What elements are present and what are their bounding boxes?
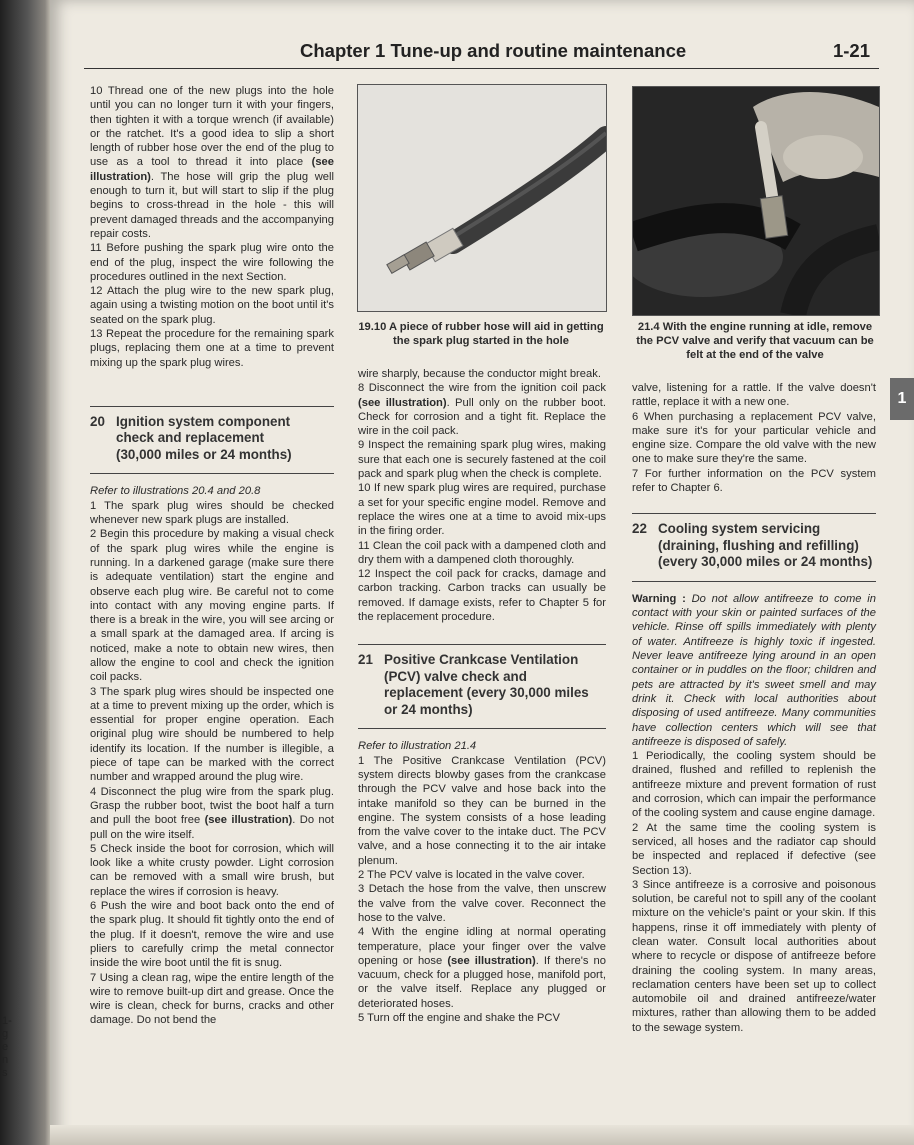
paragraph-21-5-cont: valve, listening for a rattle. If the valve doesn't rattle, replace it with a new one. <box>632 382 876 409</box>
section-rule <box>632 581 876 582</box>
paragraph-19-10: 10 Thread one of the new plugs into the hole until you can no longer turn it with your fingers, then tighten it with a torque wrench (if available) or the ratchet. It's a good idea to slip a short length of rubber hose over the end of the plug to use as a tool to thread it into place (see illustration). The hose will grip the plug well enough to turn it, but will start to slip if the plug begins to cross-thread in the hole - this will prevent damaged threads and the accompanying repair costs. <box>90 85 334 240</box>
paragraph-20-1: 1 The spark plug wires should be checked whenever new spark plugs are installed. <box>90 499 334 527</box>
spark-plug-hose-illustration <box>358 85 606 311</box>
paragraph-20-6: 6 Push the wire and boot back onto the end of the spark plug. It should fit tightly onto the end of the plug. If it doesn't, remove the wire and use pliers to carefully crimp the metal connector inside the wire boot until the fit is snug. <box>90 900 334 970</box>
paragraph-19-11: 11 Before pushing the spark plug wire onto the end of the plug, inspect the wire following the procedures outlined in the next Section. <box>90 242 334 283</box>
section-rule <box>358 728 606 729</box>
page-bottom-edge <box>50 1125 914 1145</box>
paragraph-20-4: 4 Disconnect the plug wire from the spark plug. Grasp the rubber boot, twist the boot half a turn and pull the boot free (see illustration). Do not pull on the wire itself. <box>90 785 334 841</box>
paragraph-21-1: 1 The Positive Crankcase Ventilation (PCV) system directs blowby gases from the crankcase through the PCV valve and hose back into the intake manifold so they can be burned in the engine. The system consists of a hose leading from the valve cover to the intake duct. The PCV valve, and a hose connecting it to the air intake plenum. <box>358 754 606 867</box>
paragraph-20-9: 9 Inspect the remaining spark plug wires, making sure that each one is securely fastened at the coil pack and spark plug when the check is complete. <box>358 439 606 481</box>
paragraph-21-5: 5 Turn off the engine and shake the PCV <box>358 1011 560 1024</box>
pcv-valve-illustration <box>633 87 879 315</box>
section-20-heading: 20 Ignition system component check and replacement (30,000 miles or 24 months) <box>90 413 292 462</box>
edge-text-fragment: 1- <box>2 1015 12 1027</box>
page-binding-shadow <box>0 0 50 1145</box>
paragraph-21-7: 7 For further information on the PCV system refer to Chapter 6. <box>632 467 876 495</box>
edge-text-fragment: g <box>2 1028 9 1040</box>
column-2 <box>358 367 606 1025</box>
running-header <box>250 40 870 66</box>
paragraph-19-13: 13 Repeat the procedure for the remaining spark plugs, replacing them one at a time to prevent mixing up the spark plug wires. <box>90 328 334 369</box>
refer-note: Refer to illustrations 20.4 and 20.8 <box>90 485 261 498</box>
paragraph-21-4: 4 With the engine idling at normal operating temperature, place your finger over the valve opening or hose (see illustration). If there's no vacuum, check for a plugged hose, manifold port, or the valve itself. Replace any plugged or deteriorated hoses. <box>358 926 606 1010</box>
paragraph-20-10: 10 If new spark plug wires are required, purchase a set for your specific engine model. Remove and replace the wires one at a time to avoid mix-ups in the firing order. <box>358 482 606 538</box>
edge-text-fragment: n <box>2 1054 9 1066</box>
paragraph-20-11: 11 Clean the coil pack with a dampened cloth and dry them with a dampened cloth thoroughly. <box>358 539 606 566</box>
section-rule <box>90 473 334 474</box>
paragraph-19-12: 12 Attach the plug wire to the new spark plug, again using a twisting motion on the boot until it's seated on the spark plug. <box>90 285 334 326</box>
figure-19-10-photo <box>357 84 607 312</box>
edge-text-fragment: s <box>2 1067 8 1079</box>
paragraph-22-2: 2 At the same time the cooling system is serviced, all hoses and the radiator cap should be inspected and replaced if defective (see Section 13). <box>632 821 876 877</box>
warning-note: Warning : Do not allow antifreeze to come in contact with your skin or painted surfaces of the vehicle. Rinse off spills immediately with plenty of water. Antifreeze is highly toxic if ingested. Never leave antifreeze lying around in an open container or in puddles on the floor; children and pets are attracted by it's sweet smell and may drink it. Check with local authorities about disposing of used antifreeze. Many communities have collection centers which will see that antifreeze is disposed of safely. <box>632 592 876 748</box>
paragraph-20-7-cont: wire sharply, because the conductor might break. <box>358 368 601 380</box>
paragraph-21-3: 3 Detach the hose from the valve, then unscrew the valve from the valve cover. Reconnect the hose to the valve. <box>358 883 606 924</box>
section-21-heading: 21 Positive Crankcase Ventilation (PCV) valve check and replacement (every 30,000 miles or 24 months) <box>358 652 589 717</box>
figure-19-10-caption: 19.10 A piece of rubber hose will aid in getting the spark plug started in the hole <box>358 321 604 348</box>
chapter-tab: 1 <box>890 378 914 420</box>
paragraph-21-6: 6 When purchasing a replacement PCV valve, make sure it's for your particular vehicle and engine size. Compare the old valve with the new one to make sure they're the same. <box>632 410 876 466</box>
edge-text-fragment: e <box>2 1041 9 1053</box>
page-number: 1-21 <box>832 40 870 61</box>
figure-21-4-caption: 21.4 With the engine running at idle, remove the PCV valve and verify that vacuum can be felt at the end of the valve <box>636 321 874 362</box>
refer-note: Refer to illustration 21.4 <box>358 740 477 753</box>
chapter-title: Chapter 1 Tune-up and routine maintenance <box>300 40 687 61</box>
paragraph-21-2: 2 The PCV valve is located in the valve cover. <box>358 869 585 882</box>
paragraph-20-2: 2 Begin this procedure by making a visual check of the spark plug wires while the engine is running. In a darkened garage (make sure there is adequate ventilation) start the engine and observe each plug wire. Be careful not to come into contact with any moving engine parts. If there is a break in the wire, you will see arcing or a small spark at the damaged area. If arcing is noticed, make a note to obtain new wires, then allow the engine to cool and check the ignition coil packs. <box>90 528 334 684</box>
paragraph-20-12: 12 Inspect the coil pack for cracks, damage and carbon tracking. Carbon tracks can usually be removed. If damage exists, refer to Chapter 5 for the replacement procedure. <box>358 568 606 624</box>
paragraph-20-5: 5 Check inside the boot for corrosion, which will look like a white crusty powder. Light corrosion can be removed with a small wire brush, but replace the wires if corrosion is heavy. <box>90 842 334 898</box>
figure-21-4-photo <box>632 86 880 316</box>
paragraph-22-3: 3 Since antifreeze is a corrosive and poisonous solution, be careful not to spill any of the coolant mixture on the vehicle's paint or your skin. If this happens, rinse it off immediately with plenty of clean water. Consult local authorities about where to recycle or dispose of antifreeze before draining the cooling system. In many areas, reclamation centers have been set up to collect automobile oil and drained antifreeze/water mixtures, rather than allowing them to be added to the sewage system. <box>632 878 876 1034</box>
paragraph-20-3: 3 The spark plug wires should be inspected one at a time to prevent mixing up the order, which is essential for proper engine operation. Each original plug wire should be numbered to help identify its location. If the number is illegible, a piece of tape can be marked with the correct number and wrapped around the plug wire. <box>90 685 334 784</box>
header-rule <box>84 68 879 69</box>
paragraph-20-7: 7 Using a clean rag, wipe the entire length of the wire to remove built-up dirt and grease. Once the wire is clean, check for burns, cracks and other damage. Do not bend the <box>90 971 334 1027</box>
section-22-heading: 22 Cooling system servicing (draining, flushing and refilling) (every 30,000 miles or 24 months) <box>632 521 873 570</box>
column-3 <box>632 381 876 1035</box>
paragraph-22-1: 1 Periodically, the cooling system should be drained, flushed and refilled to replenish the antifreeze mixture and prevent formation of rust and corrosion, which can impair the performance of the cooling system and cause engine damage. <box>632 750 876 820</box>
paragraph-20-8: 8 Disconnect the wire from the ignition coil pack (see illustration). Pull only on the rubber boot. Check for corrosion and a tight fit. Replace the wire in the coil pack. <box>358 382 606 438</box>
column-1 <box>90 84 334 1028</box>
